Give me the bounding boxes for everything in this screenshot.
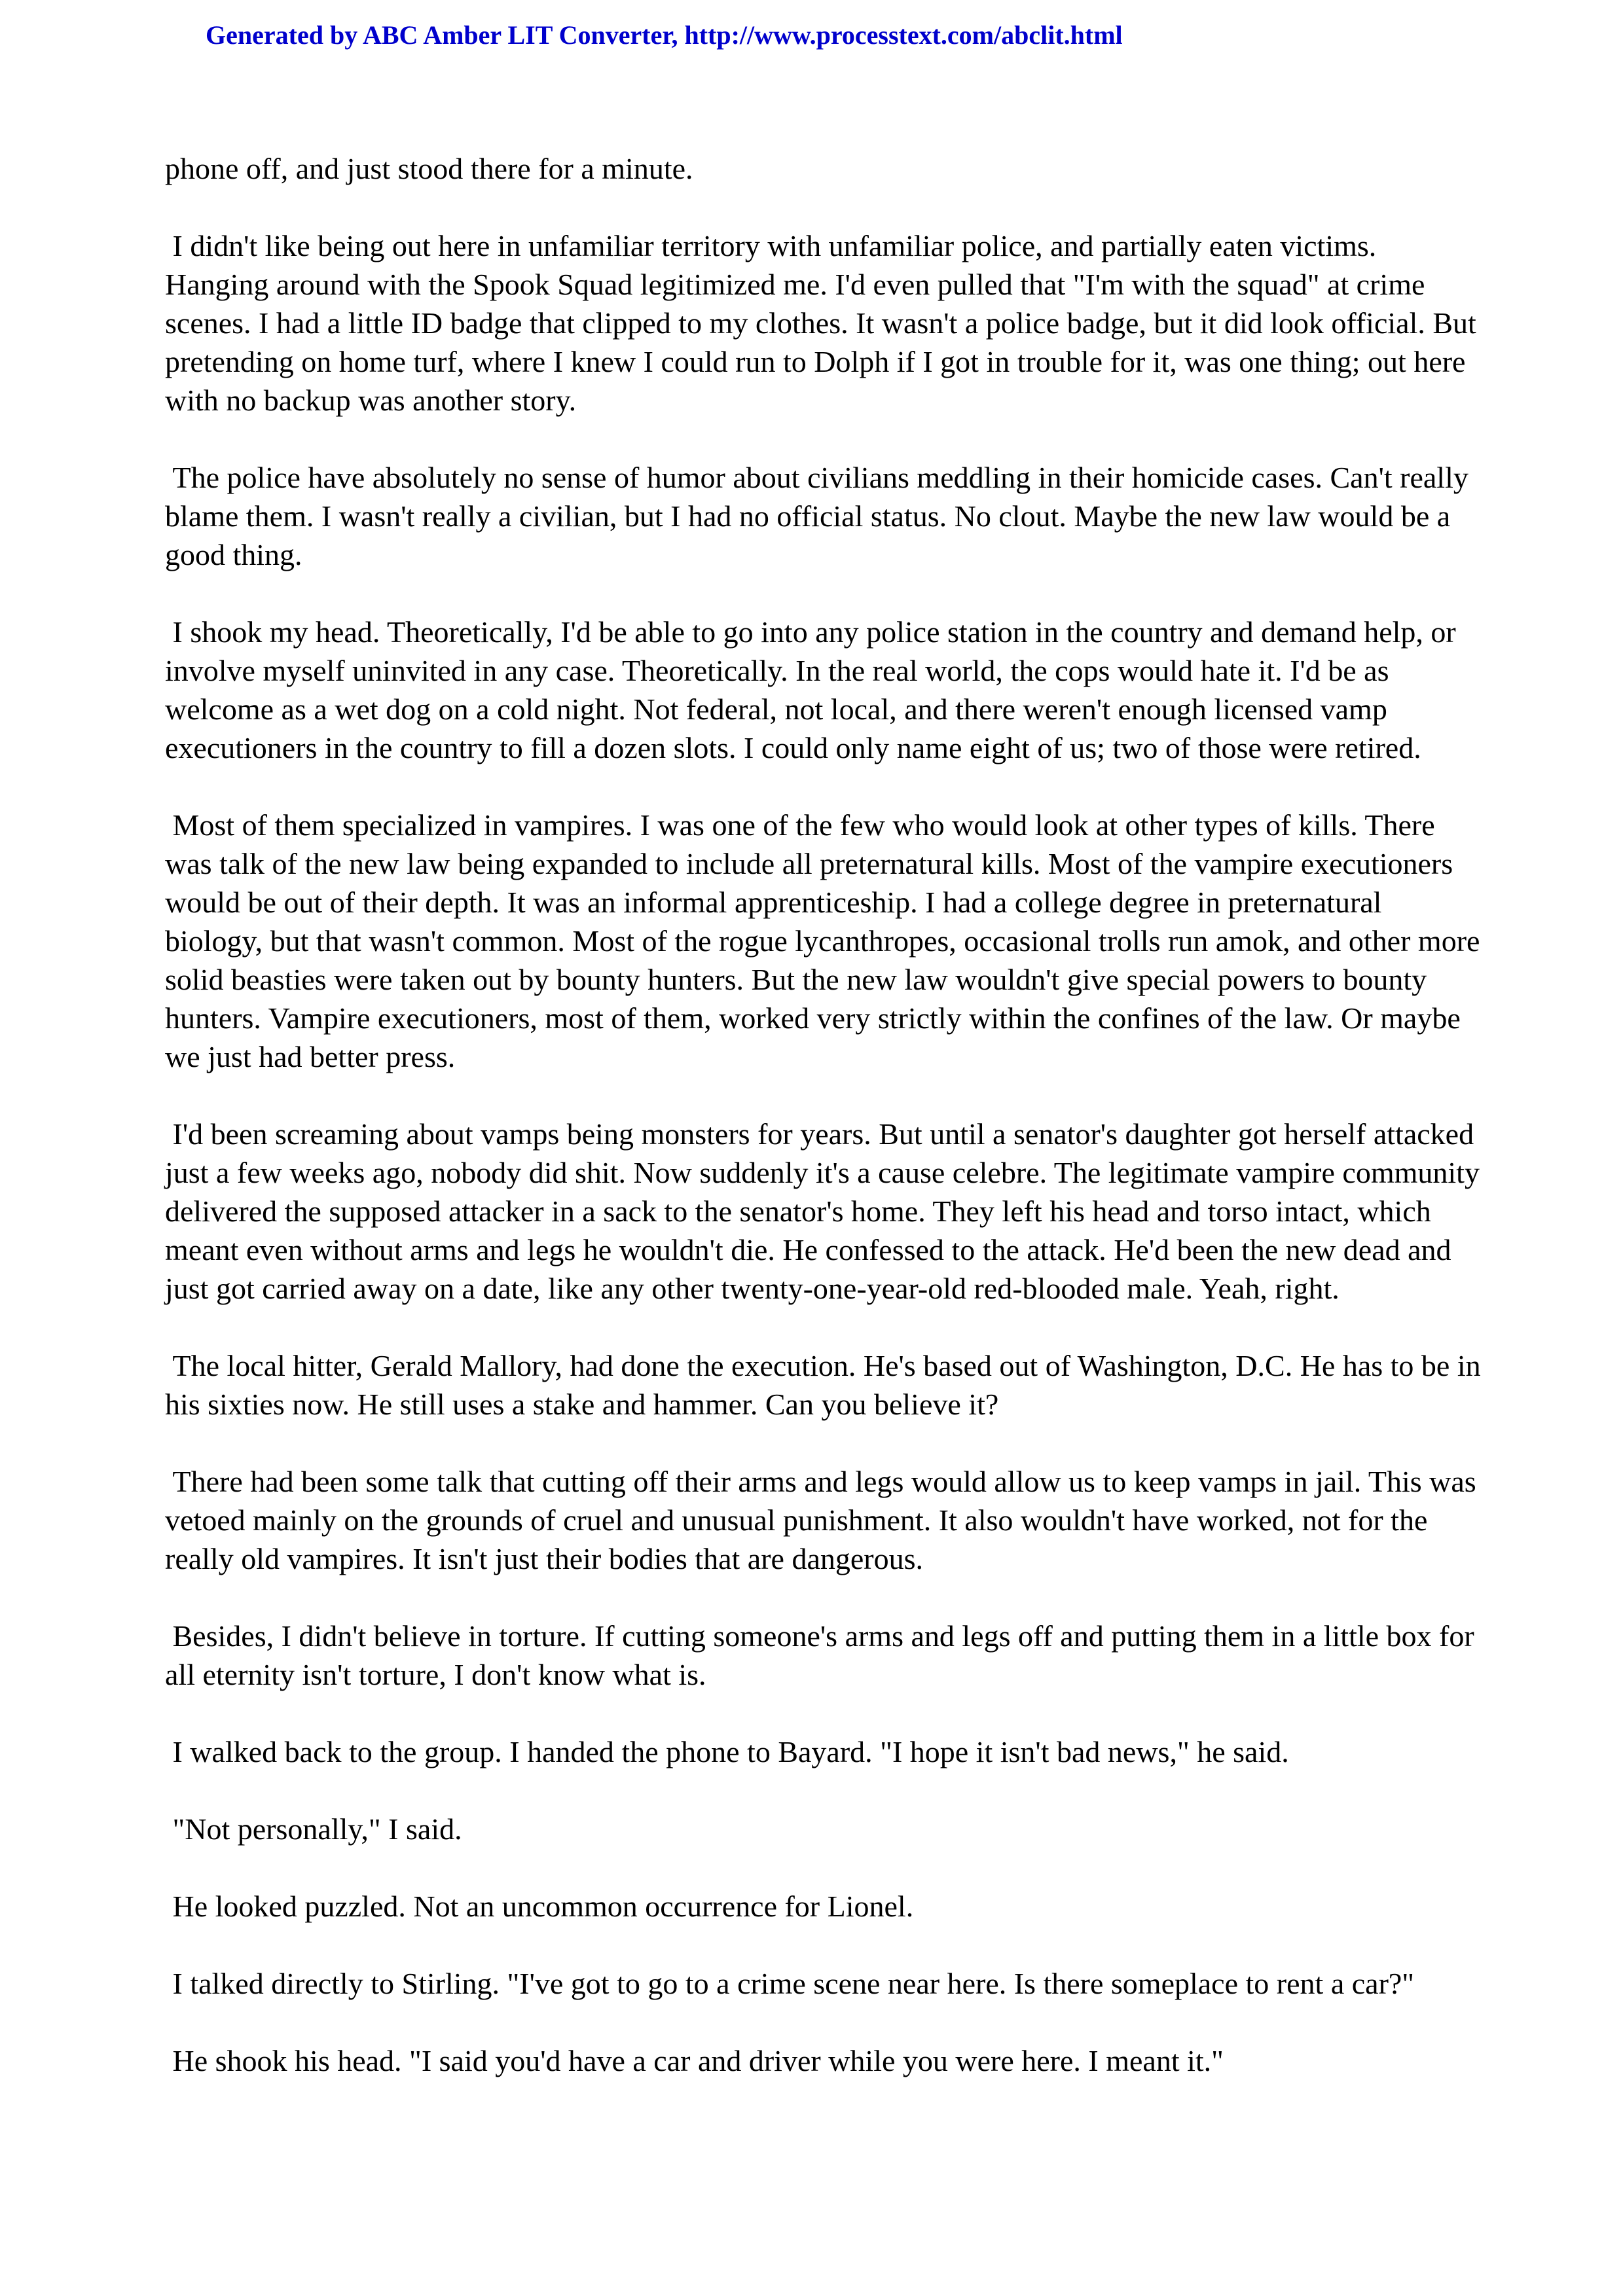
paragraph-14: He shook his head. "I said you'd have a car and driver while you were here. I meant it." [172,2044,1224,2077]
paragraph-13: I talked directly to Stirling. "I've got to go to a crime scene near here. Is there someplace to rent a car?" [172,1967,1415,2000]
paragraph-1: phone off, and just stood there for a minute. [165,152,693,185]
paragraph-9: Besides, I didn't believe in torture. If cutting someone's arms and legs off and putting them in a little box for all eternity isn't torture, I don't know what is. [165,1619,1474,1691]
document-body [165,149,1481,2119]
paragraph-2: I didn't like being out here in unfamiliar territory with unfamiliar police, and partially eaten victims. Hanging around with the Spook Squad legitimized me. I'd even pulled that "I'm with the squad" at crime scenes. I had a little ID badge that clipped to my clothes. It wasn't a police badge, but it did look official. But pretending on home turf, where I knew I could run to Dolph if I got in trouble for it, was one thing; out here with no backup was another story. [165,229,1476,417]
paragraph-11: "Not personally," I said. [172,1812,462,1846]
paragraph-10: I walked back to the group. I handed the phone to Bayard. "I hope it isn't bad news," he said. [172,1735,1289,1768]
paragraph-12: He looked puzzled. Not an uncommon occurrence for Lionel. [172,1890,914,1923]
paragraph-5: Most of them specialized in vampires. I was one of the few who would look at other types of kills. There was talk of the new law being expanded to include all preternatural kills. Most of the vampire executioners would be out of their depth. It was an informal apprenticeship. I had a college degree in preternatural biology, but that wasn't common. Most of the rogue lycanthropes, occasional trolls run amok, and other more solid beasties were taken out by bounty hunters. But the new law wouldn't give special powers to bounty hunters. Vampire executioners, most of them, worked very strictly within the confines of the law. Or maybe we just had better press. [165,808,1480,1073]
converter-header-link[interactable]: Generated by ABC Amber LIT Converter, http://www.processtext.com/abclit.html [206,20,1123,50]
paragraph-8: There had been some talk that cutting off their arms and legs would allow us to keep vamps in jail. This was vetoed mainly on the grounds of cruel and unusual punishment. It also wouldn't have worked, not for the really old vampires. It isn't just their bodies that are dangerous. [165,1465,1476,1575]
paragraph-7: The local hitter, Gerald Mallory, had done the execution. He's based out of Washington, D.C. He has to be in his sixties now. He still uses a stake and hammer. Can you believe it? [165,1349,1481,1421]
paragraph-6: I'd been screaming about vamps being monsters for years. But until a senator's daughter got herself attacked just a few weeks ago, nobody did shit. Now suddenly it's a cause celebre. The legitimate vampire community delivered the supposed attacker in a sack to the senator's home. They left his head and torso intact, which meant even without arms and legs he wouldn't die. He confessed to the attack. He'd been the new dead and just got carried away on a date, like any other twenty-one-year-old red-blooded male. Yeah, right. [165,1117,1480,1305]
paragraph-4: I shook my head. Theoretically, I'd be able to go into any police station in the country and demand help, or involve myself uninvited in any case. Theoretically. In the real world, the cops would hate it. I'd be as welcome as a wet dog on a cold night. Not federal, not local, and there weren't enough licensed vamp executioners in the country to fill a dozen slots. I could only name eight of us; two of those were retired. [165,615,1456,764]
paragraph-3: The police have absolutely no sense of humor about civilians meddling in their homicide cases. Can't really blame them. I wasn't really a civilian, but I had no official status. No clout. Maybe the new law would be a good thing. [165,461,1468,571]
